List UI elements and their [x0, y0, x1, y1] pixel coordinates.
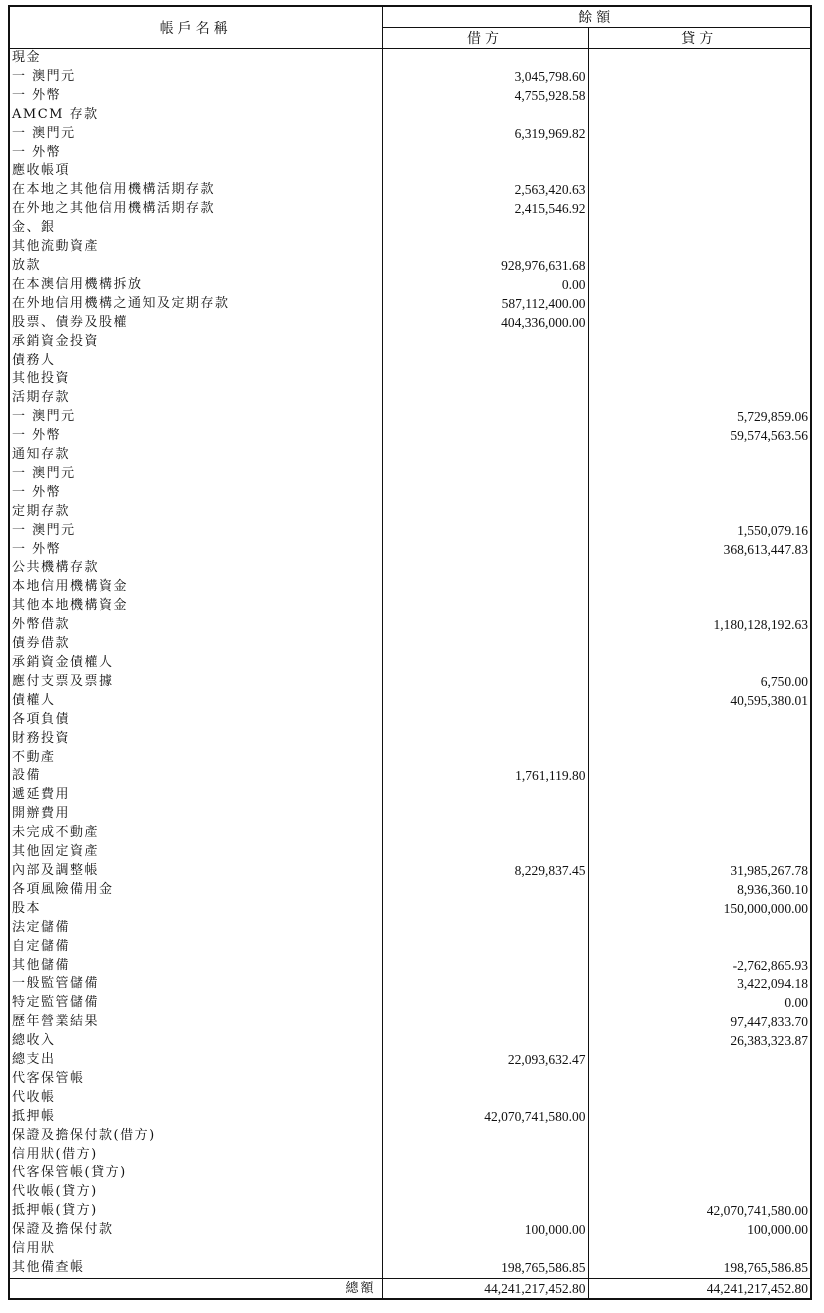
table-row — [9, 219, 811, 238]
debit-cell: 404,336,000.00 — [382, 314, 588, 333]
credit-cell — [588, 200, 811, 219]
debit-cell: 1,761,119.80 — [382, 767, 588, 786]
account-name-cell: 內部及調整帳 — [9, 862, 382, 881]
debit-cell: 8,229,837.45 — [382, 862, 588, 881]
debit-cell — [382, 824, 588, 843]
debit-cell — [382, 1089, 588, 1108]
account-name-cell: 一 澳門元 — [9, 465, 382, 484]
credit-cell — [588, 824, 811, 843]
account-name-cell: 一 外幣 — [9, 541, 382, 560]
table-row — [9, 370, 811, 389]
debit-cell — [382, 975, 588, 994]
table-row — [9, 711, 811, 730]
account-name-cell: 未完成不動產 — [9, 824, 382, 843]
credit-cell: 1,550,079.16 — [737, 522, 808, 538]
credit-cell — [588, 1146, 811, 1165]
credit-cell: 150,000,000.00 — [723, 900, 808, 916]
account-name-cell: 法定儲備 — [9, 919, 382, 938]
account-name-cell: 金、銀 — [9, 219, 382, 238]
account-name-cell: 一 澳門元 — [9, 408, 382, 427]
debit-cell — [382, 957, 588, 976]
credit-cell — [588, 144, 811, 163]
credit-cell — [588, 730, 811, 749]
debit-cell — [382, 1164, 588, 1183]
account-name-cell: 信用狀(借方) — [9, 1146, 382, 1165]
account-name-cell: 債券借款 — [9, 635, 382, 654]
debit-cell: 2,415,546.92 — [382, 200, 588, 219]
account-name-cell: 應收帳項 — [9, 162, 382, 181]
debit-cell — [382, 465, 588, 484]
debit-cell — [382, 635, 588, 654]
debit-cell: 100,000.00 — [382, 1221, 588, 1240]
account-name-cell: 在本地之其他信用機構活期存款 — [9, 181, 382, 200]
debit-cell — [382, 1032, 588, 1051]
table-row — [9, 333, 811, 352]
table-row — [9, 673, 811, 692]
account-name-cell: 財務投資 — [9, 730, 382, 749]
credit-header: 貸方 — [588, 28, 811, 49]
credit-cell — [588, 257, 811, 276]
account-name-cell: 其他儲備 — [9, 957, 382, 976]
debit-cell — [382, 333, 588, 352]
account-name-cell: 代收帳 — [9, 1089, 382, 1108]
credit-cell — [588, 295, 811, 314]
debit-cell — [382, 408, 588, 427]
credit-cell: 8,936,360.10 — [737, 881, 808, 897]
debit-cell — [382, 597, 588, 616]
credit-cell — [588, 484, 811, 503]
credit-cell — [588, 446, 811, 465]
total-debit: 44,241,217,452.80 — [382, 1278, 588, 1299]
debit-cell — [382, 1202, 588, 1221]
debit-cell — [382, 692, 588, 711]
account-name-cell: 代客保管帳 — [9, 1070, 382, 1089]
credit-cell — [588, 276, 811, 295]
credit-cell: 97,447,833.70 — [730, 1014, 808, 1030]
credit-cell: 100,000.00 — [747, 1222, 808, 1238]
debit-cell — [382, 370, 588, 389]
table-row — [9, 805, 811, 824]
table-row — [9, 957, 811, 976]
credit-cell: 5,729,859.06 — [737, 409, 808, 425]
account-name-cell: 總支出 — [9, 1051, 382, 1070]
account-name-cell: 股本 — [9, 900, 382, 919]
account-name-cell: 信用狀 — [9, 1240, 382, 1259]
table-row — [9, 106, 811, 125]
debit-cell — [382, 389, 588, 408]
table-row — [9, 616, 811, 635]
table-row — [9, 862, 811, 881]
debit-cell — [382, 843, 588, 862]
account-name-cell: 一 澳門元 — [9, 522, 382, 541]
credit-cell: 6,750.00 — [760, 673, 808, 689]
credit-cell — [588, 68, 811, 87]
credit-cell — [588, 597, 811, 616]
debit-cell — [382, 711, 588, 730]
account-name-cell: 一 外幣 — [9, 427, 382, 446]
account-name-cell: 保證及擔保付款(借方) — [9, 1127, 382, 1146]
account-name-cell: 承銷資金投資 — [9, 333, 382, 352]
credit-cell: -2,762,865.93 — [732, 957, 808, 973]
debit-cell — [382, 938, 588, 957]
debit-cell: 198,765,586.85 — [382, 1259, 588, 1278]
account-name-cell: 其他投資 — [9, 370, 382, 389]
credit-cell — [588, 919, 811, 938]
account-name-cell: 抵押帳(貸方) — [9, 1202, 382, 1221]
account-name-cell: 抵押帳 — [9, 1108, 382, 1127]
credit-cell: 368,613,447.83 — [723, 541, 808, 557]
table-row — [9, 654, 811, 673]
table-row — [9, 767, 811, 786]
credit-cell — [588, 106, 811, 125]
credit-cell — [588, 938, 811, 957]
account-name-cell: 各項風險備用金 — [9, 881, 382, 900]
account-name-header: 帳戶名稱 — [9, 6, 382, 49]
table-row — [9, 692, 811, 711]
account-name-cell: 債務人 — [9, 352, 382, 371]
credit-cell — [588, 767, 811, 786]
table-row — [9, 1070, 811, 1089]
credit-cell — [588, 314, 811, 333]
account-name-cell: 活期存款 — [9, 389, 382, 408]
table-row — [9, 200, 811, 219]
debit-cell — [382, 446, 588, 465]
credit-cell — [588, 1089, 811, 1108]
table-row — [9, 465, 811, 484]
table-row — [9, 1032, 811, 1051]
account-name-cell: 自定儲備 — [9, 938, 382, 957]
credit-cell: 0.00 — [784, 995, 808, 1011]
table-row — [9, 162, 811, 181]
trial-balance-sheet — [8, 5, 810, 1300]
table-row — [9, 408, 811, 427]
credit-cell — [588, 578, 811, 597]
table-row — [9, 975, 811, 994]
table-row — [9, 352, 811, 371]
debit-cell: 0.00 — [382, 276, 588, 295]
credit-cell — [588, 1240, 811, 1259]
table-row — [9, 446, 811, 465]
table-row — [9, 749, 811, 768]
account-name-cell: 開辦費用 — [9, 805, 382, 824]
debit-cell — [382, 805, 588, 824]
debit-header: 借方 — [382, 28, 588, 49]
account-name-cell: 定期存款 — [9, 503, 382, 522]
debit-cell — [382, 352, 588, 371]
account-name-cell: 代客保管帳(貸方) — [9, 1164, 382, 1183]
account-name-cell: 一 外幣 — [9, 484, 382, 503]
account-name-cell: 在外地信用機構之通知及定期存款 — [9, 295, 382, 314]
credit-cell — [588, 238, 811, 257]
account-name-cell: 特定監管儲備 — [9, 994, 382, 1013]
table-row — [9, 597, 811, 616]
credit-cell — [588, 1183, 811, 1202]
account-name-cell: 應付支票及票據 — [9, 673, 382, 692]
debit-cell — [382, 654, 588, 673]
account-name-cell: 承銷資金債權人 — [9, 654, 382, 673]
debit-cell — [382, 238, 588, 257]
debit-cell: 4,755,928.58 — [382, 87, 588, 106]
table-row — [9, 1089, 811, 1108]
debit-cell — [382, 1070, 588, 1089]
table-row — [9, 578, 811, 597]
debit-cell: 587,112,400.00 — [382, 295, 588, 314]
credit-cell — [588, 711, 811, 730]
account-name-cell: 股票、債券及股權 — [9, 314, 382, 333]
total-credit: 44,241,217,452.80 — [588, 1278, 811, 1299]
account-name-cell: 設備 — [9, 767, 382, 786]
table-row — [9, 295, 811, 314]
credit-cell — [588, 352, 811, 371]
account-name-cell: 一 外幣 — [9, 144, 382, 163]
debit-cell — [382, 900, 588, 919]
table-row — [9, 314, 811, 333]
credit-cell: 40,595,380.01 — [730, 692, 808, 708]
debit-cell — [382, 106, 588, 125]
account-name-cell: 總收入 — [9, 1032, 382, 1051]
table-row — [9, 484, 811, 503]
credit-cell — [588, 503, 811, 522]
account-name-cell: 不動產 — [9, 749, 382, 768]
credit-cell — [588, 87, 811, 106]
table-row — [9, 900, 811, 919]
credit-cell — [588, 389, 811, 408]
credit-cell — [588, 181, 811, 200]
credit-cell — [588, 843, 811, 862]
account-name-cell: 在外地之其他信用機構活期存款 — [9, 200, 382, 219]
table-row — [9, 1164, 811, 1183]
debit-cell — [382, 144, 588, 163]
table-row — [9, 938, 811, 957]
table-row — [9, 144, 811, 163]
account-name-cell: 現金 — [9, 49, 382, 68]
credit-cell — [588, 162, 811, 181]
credit-cell — [588, 654, 811, 673]
credit-cell — [588, 559, 811, 578]
credit-cell — [588, 805, 811, 824]
table-row — [9, 541, 811, 560]
table-row — [9, 1221, 811, 1240]
credit-cell: 31,985,267.78 — [730, 862, 808, 878]
debit-cell — [382, 786, 588, 805]
debit-cell: 6,319,969.82 — [382, 125, 588, 144]
debit-cell — [382, 919, 588, 938]
account-name-cell: 本地信用機構資金 — [9, 578, 382, 597]
debit-cell — [382, 673, 588, 692]
debit-cell — [382, 49, 588, 68]
table-row — [9, 49, 811, 68]
account-name-cell: 遞延費用 — [9, 786, 382, 805]
account-name-cell: 公共機構存款 — [9, 559, 382, 578]
credit-cell — [588, 49, 811, 68]
account-name-cell: 代收帳(貸方) — [9, 1183, 382, 1202]
table-row — [9, 389, 811, 408]
table-row — [9, 824, 811, 843]
credit-cell — [588, 1051, 811, 1070]
table-row — [9, 276, 811, 295]
credit-cell — [588, 1164, 811, 1183]
credit-cell: 1,180,128,192.63 — [713, 617, 808, 633]
account-name-cell: 其他本地機構資金 — [9, 597, 382, 616]
table-row — [9, 1259, 811, 1278]
total-label: 總額 — [9, 1278, 382, 1299]
table-row — [9, 919, 811, 938]
credit-cell — [588, 219, 811, 238]
debit-cell — [382, 484, 588, 503]
debit-cell — [382, 522, 588, 541]
credit-cell — [588, 635, 811, 654]
table-row — [9, 786, 811, 805]
table-row — [9, 730, 811, 749]
table-row — [9, 427, 811, 446]
total-row — [9, 1278, 811, 1299]
debit-cell: 2,563,420.63 — [382, 181, 588, 200]
account-name-cell: 在本澳信用機構拆放 — [9, 276, 382, 295]
table-row — [9, 881, 811, 900]
debit-cell — [382, 578, 588, 597]
debit-cell — [382, 1146, 588, 1165]
table-row — [9, 125, 811, 144]
table-row — [9, 994, 811, 1013]
credit-cell: 3,422,094.18 — [737, 976, 808, 992]
credit-cell — [588, 125, 811, 144]
account-name-cell: 保證及擔保付款 — [9, 1221, 382, 1240]
debit-cell: 42,070,741,580.00 — [382, 1108, 588, 1127]
account-name-cell: 債權人 — [9, 692, 382, 711]
debit-cell — [382, 162, 588, 181]
credit-cell: 59,574,563.56 — [730, 428, 808, 444]
credit-cell: 198,765,586.85 — [723, 1260, 808, 1275]
account-name-cell: 各項負債 — [9, 711, 382, 730]
balance-header: 餘額 — [382, 6, 811, 28]
debit-cell — [382, 730, 588, 749]
debit-cell — [382, 881, 588, 900]
credit-cell — [588, 1070, 811, 1089]
table-row — [9, 503, 811, 522]
table-row — [9, 181, 811, 200]
table-row — [9, 522, 811, 541]
account-name-cell: 通知存款 — [9, 446, 382, 465]
account-name-cell: 一 澳門元 — [9, 125, 382, 144]
debit-cell — [382, 427, 588, 446]
debit-cell: 22,093,632.47 — [382, 1051, 588, 1070]
debit-cell — [382, 219, 588, 238]
credit-cell — [588, 1108, 811, 1127]
debit-cell: 928,976,631.68 — [382, 257, 588, 276]
account-name-cell: AMCM 存款 — [9, 106, 382, 125]
table-row — [9, 1240, 811, 1259]
debit-cell — [382, 1013, 588, 1032]
account-rows — [9, 49, 811, 1279]
credit-cell — [588, 786, 811, 805]
credit-cell — [588, 1127, 811, 1146]
credit-cell: 26,383,323.87 — [730, 1033, 808, 1049]
account-name-cell: 其他流動資產 — [9, 238, 382, 257]
debit-cell — [382, 749, 588, 768]
table-row — [9, 635, 811, 654]
debit-cell — [382, 1240, 588, 1259]
table-row — [9, 68, 811, 87]
trial-balance-table — [8, 5, 812, 1300]
credit-cell — [588, 370, 811, 389]
account-name-cell: 歷年營業結果 — [9, 1013, 382, 1032]
credit-cell: 42,070,741,580.00 — [706, 1203, 808, 1219]
account-name-cell: 一般監管儲備 — [9, 975, 382, 994]
table-row — [9, 843, 811, 862]
debit-cell — [382, 1183, 588, 1202]
account-name-cell: 一 澳門元 — [9, 68, 382, 87]
table-row — [9, 257, 811, 276]
table-row — [9, 1051, 811, 1070]
account-name-cell: 一 外幣 — [9, 87, 382, 106]
account-name-cell: 其他固定資產 — [9, 843, 382, 862]
table-row — [9, 1127, 811, 1146]
debit-cell — [382, 541, 588, 560]
debit-cell: 3,045,798.60 — [382, 68, 588, 87]
account-name-cell: 其他備查帳 — [9, 1259, 382, 1278]
account-name-cell: 放款 — [9, 257, 382, 276]
table-row — [9, 1202, 811, 1221]
credit-cell — [588, 333, 811, 352]
debit-cell — [382, 1127, 588, 1146]
debit-cell — [382, 503, 588, 522]
table-row — [9, 238, 811, 257]
table-row — [9, 1146, 811, 1165]
credit-cell — [588, 465, 811, 484]
debit-cell — [382, 994, 588, 1013]
account-name-cell: 外幣借款 — [9, 616, 382, 635]
debit-cell — [382, 559, 588, 578]
debit-cell — [382, 616, 588, 635]
table-row — [9, 87, 811, 106]
table-row — [9, 559, 811, 578]
table-row — [9, 1013, 811, 1032]
table-row — [9, 1183, 811, 1202]
credit-cell — [588, 749, 811, 768]
table-row — [9, 1108, 811, 1127]
